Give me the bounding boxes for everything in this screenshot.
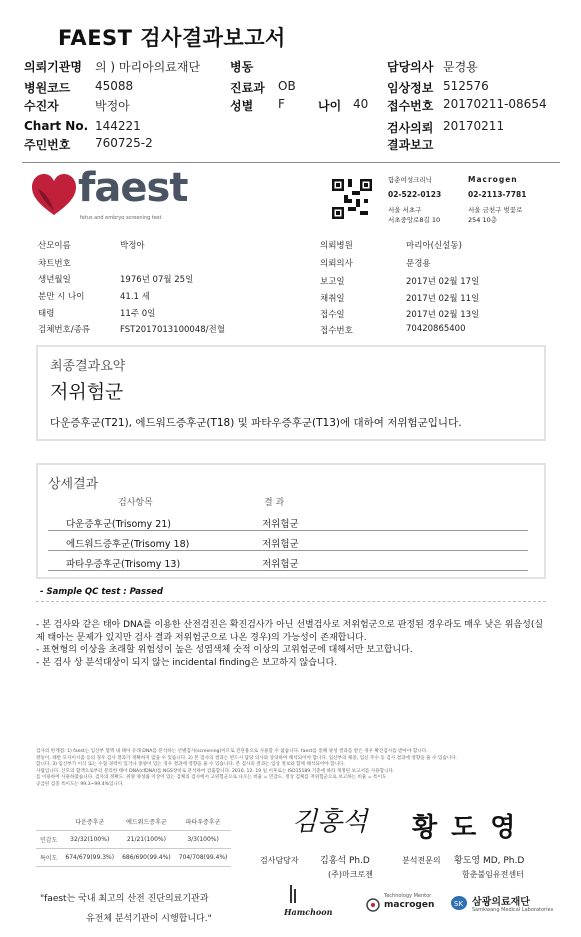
report-page [22, 162, 560, 932]
chart-no-value: 144221 [95, 119, 141, 133]
note-line: - 본 검사와 같은 태아 DNA를 이용한 산전검진은 확진검사가 아닌 선별검사로 저위험군으로 판정된 경우라도 매우 낮은 위음성(실 [36, 620, 544, 630]
row-label: 민감도 [36, 831, 61, 849]
samkwang-brand: 삼광의료재단 [472, 897, 530, 908]
fine-line: 쌍둥이, 태반 모자이시즘 등의 경우 검사 결과가 정확하지 않을 수 있습니다. 2) 본 검사의 결과는 반드시 담당 의사와 상의하여 해석되어야 합니다. 임산부의 체중, 임신 주수 등 검사 결과에 영향을 줄 수 있습니다. [36, 755, 458, 761]
row-label: 특이도 [36, 849, 61, 867]
ref-doctor-label: 의뢰의사 [320, 259, 353, 269]
gest-label: 태령 [38, 309, 55, 319]
clinic1-addr1: 서울 서초구 [388, 206, 422, 214]
fine-line: 공급된 검증 특이도는 99.3~99.4%입니다. [36, 781, 124, 787]
receipt-no-label: 접수번호 [387, 99, 434, 113]
receipt-no-value: 20170211-08654 [443, 97, 547, 111]
final-result-title: 최종결과요약 [50, 359, 126, 374]
hamchoon-brand: Hamchoon [284, 907, 333, 917]
dept-value: OB [278, 79, 296, 93]
doctor-value: 문경용 [443, 60, 478, 74]
fine-line: 를 이용하여 사용하였습니다. 검사의 정확도: 위양 양성률 이상이 있는 검체의 검사에서 고위험군으로 나오는 비율 = 민감도, 정상 검체를 저위험군으로 보고하는 비율 = 특이도 [36, 775, 387, 781]
receive-no-value: 70420865400 [406, 324, 466, 334]
receiver-label: 수진자 [24, 99, 59, 113]
collect-date-value: 2017년 02월 11일 [406, 294, 480, 304]
clinic1-phone: 02-522-0123 [388, 190, 442, 199]
footer-quote-line1: "faest는 국내 최고의 산전 진단의료기관과 [40, 894, 209, 904]
clinic2-addr1: 서울 금천구 벚꽃로 [468, 206, 523, 214]
ref-hospital-label: 의뢰병원 [320, 241, 353, 251]
faest-logo-subtitle: fetus and embryo screening test [80, 215, 162, 221]
request-date-value: 20170211 [443, 119, 505, 133]
note-line: - 표현형의 이상을 초래할 위험성이 높은 성염색체 숫적 이상의 고위험군에 대해서만 보고합니다. [36, 645, 413, 655]
faest-logo-word: faest [78, 165, 188, 211]
collect-date-label: 채취일 [320, 294, 345, 304]
signature-kim: 김홍석 [292, 807, 368, 837]
report-notes [36, 619, 556, 669]
detail-row-item: 에드워드증후군(Trisomy 18) [66, 539, 190, 550]
detail-row [48, 513, 528, 531]
hospital-code-value: 45088 [95, 79, 134, 93]
request-org-value: 의 ) 마리아의료재단 [95, 60, 201, 74]
specimen-value: FST2017013100048/전혈 [120, 325, 225, 335]
signer2-role: 분석전문의 [402, 856, 441, 865]
detail-result-title: 상세결과 [48, 477, 99, 492]
samkwang-logo-icon [450, 895, 468, 911]
clinic2-phone: 02-2113-7781 [468, 190, 527, 199]
divider [36, 601, 546, 602]
table-cell: 674/679(99.3%) [61, 849, 118, 867]
doctor-label: 담당의사 [387, 60, 434, 74]
hospital-code-label: 병원코드 [24, 81, 71, 95]
footer-quote-line2: 유전체 분석기관이 시행합니다." [86, 914, 212, 924]
table-cell: 3/3(100%) [175, 831, 232, 849]
table-header-cell: 다운증후군 [61, 813, 118, 831]
signer1-role: 검사담당자 [260, 856, 299, 865]
chart-no-label: Chart No. [24, 119, 89, 133]
detail-row-item: 파타우증후군(Trisomy 13) [66, 559, 181, 570]
clinic1-addr2: 서초중앙로8길 10 [388, 216, 441, 224]
receive-no-label: 접수번호 [320, 326, 353, 336]
age-label: 나이 [318, 99, 342, 113]
final-result-value: 저위험군 [50, 381, 124, 403]
fine-print [36, 749, 556, 789]
signer2-org: 함춘불임유전센터 [462, 870, 524, 879]
mother-name-label: 산모이름 [38, 241, 71, 251]
hamchoon-logo-icon [288, 885, 298, 903]
table-header-row [36, 813, 231, 831]
final-result-desc: 다운증후군(T21), 에드워드증후군(T18) 및 파타우증후군(T13)에 대하여 저위험군입니다. [50, 417, 462, 429]
report-date-value: 2017년 02월 17일 [406, 277, 480, 287]
resident-no-value: 760725-2 [95, 136, 153, 150]
samkwang-subtitle: Samkwang Medical Laboratories [472, 907, 554, 913]
gest-value: 11주 0일 [120, 309, 156, 319]
table-cell: 704/708(99.4%) [175, 849, 232, 867]
clinic2-name: Macrogen [468, 175, 518, 184]
detail-row-item: 다운증후군(Trisomy 21) [66, 519, 171, 530]
macrogen-tagline: Technology Mentor [384, 893, 432, 899]
result-report-label: 결과보고 [387, 138, 434, 152]
specimen-label: 검체번호/종류 [38, 325, 91, 335]
clinic2-addr2: 254 10층 [468, 216, 498, 224]
birth-label: 생년월일 [38, 275, 71, 285]
resident-no-label: 주민번호 [24, 138, 71, 152]
page-title: FAEST 검사결과보고서 [58, 26, 286, 50]
fine-line: 합니다. 3) 임산부가 이식 또는 수혈 경력이 있거나 종양이 있는 경우 결과에 영향을 줄 수 있습니다. 본 검사의 결과는 임상 정보와 함께 해석되어야 합니다. [36, 762, 345, 768]
macrogen-brand: macrogen [384, 900, 435, 910]
table-cell: 686/690(99.4%) [118, 849, 175, 867]
detail-row [48, 553, 528, 571]
sex-value: F [278, 97, 285, 111]
sample-qc-status: - Sample QC test : Passed [40, 587, 164, 597]
request-org-label: 의뢰기관명 [24, 60, 82, 74]
accuracy-table [36, 813, 231, 867]
table-cell: 21/21(100%) [118, 831, 175, 849]
dept-label: 진료과 [230, 81, 265, 95]
receive-date-label: 접수일 [320, 310, 345, 320]
macrogen-logo-icon [366, 897, 380, 911]
detail-col-item: 검사항목 [118, 498, 153, 508]
sex-label: 성별 [230, 99, 254, 113]
note-line: - 본 검사 상 분석대상이 되지 않는 incidental finding은 보고하지 않습니다. [36, 657, 338, 668]
final-result-box [36, 345, 546, 441]
clinical-value: 512576 [443, 79, 489, 93]
ref-hospital-value: 마리아(신설동) [406, 241, 462, 251]
signer2-name: 황도영 MD, Ph.D [454, 856, 525, 866]
table-cell: 32/32(100%) [61, 831, 118, 849]
table-header-cell: 파타우증후군 [175, 813, 232, 831]
receiver-value: 박정아 [95, 99, 130, 113]
chart-label: 챠트번호 [38, 259, 71, 269]
birth-value: 1976년 07월 25일 [120, 275, 194, 285]
faest-heart-logo-icon [30, 171, 78, 223]
delivery-age-label: 분만 시 나이 [38, 292, 85, 302]
table-row [36, 831, 231, 849]
detail-row-result: 저위험군 [262, 519, 299, 530]
mother-name-value: 박정아 [120, 241, 145, 251]
ref-doctor-value: 문경용 [406, 259, 431, 269]
clinic1-name: 함춘여성크리닉 [388, 176, 432, 184]
receive-date-value: 2017년 02월 13일 [406, 310, 480, 320]
clinical-label: 임상정보 [387, 81, 434, 95]
signer1-org: (주)마크로젠 [328, 870, 373, 879]
signer1-name: 김홍석 Ph.D [320, 856, 370, 866]
ward-label: 병동 [230, 60, 254, 74]
detail-result-box [36, 463, 546, 579]
delivery-age-value: 41.1 세 [120, 292, 150, 302]
detail-col-result: 결 과 [264, 498, 285, 508]
fine-line: 사람입니다. 산모의 혈액으로부터 분리한 태아 DNA(cfDNA)를 NGS장비로 분석하여 검출합니다. 2016. 12. 19 일 이후로는 ISO15189 기준에 따라 개정된 보고서를 사용합니다. [36, 768, 395, 774]
detail-row-result: 저위험군 [262, 539, 299, 550]
request-label: 검사의뢰 [387, 121, 434, 135]
svg-text:SK: SK [454, 900, 464, 908]
age-value: 40 [353, 97, 369, 111]
detail-row [48, 533, 528, 551]
signature-hwang: 황도영 [412, 813, 530, 843]
report-date-label: 보고일 [320, 277, 345, 287]
table-row [36, 849, 231, 867]
qr-code-icon [332, 179, 372, 219]
note-line: 제 태아는 문제가 있지만 검사 결과 저위험군으로 나온 경우)의 가능성이 존재합니다. [36, 632, 367, 643]
fine-line: 검사의 한계점: 1) faest는 임산부 혈액 내 태아 유래 DNA를 분석하는 선별검사(screening)이므로 진단용으로 사용할 수 없습니다. faest를 통해 양성 결과를 받은 경우 확진검사를 받아야 합니다. [36, 749, 428, 754]
detail-row-result: 저위험군 [262, 559, 299, 570]
table-header-cell: 에드워드증후군 [118, 813, 175, 831]
